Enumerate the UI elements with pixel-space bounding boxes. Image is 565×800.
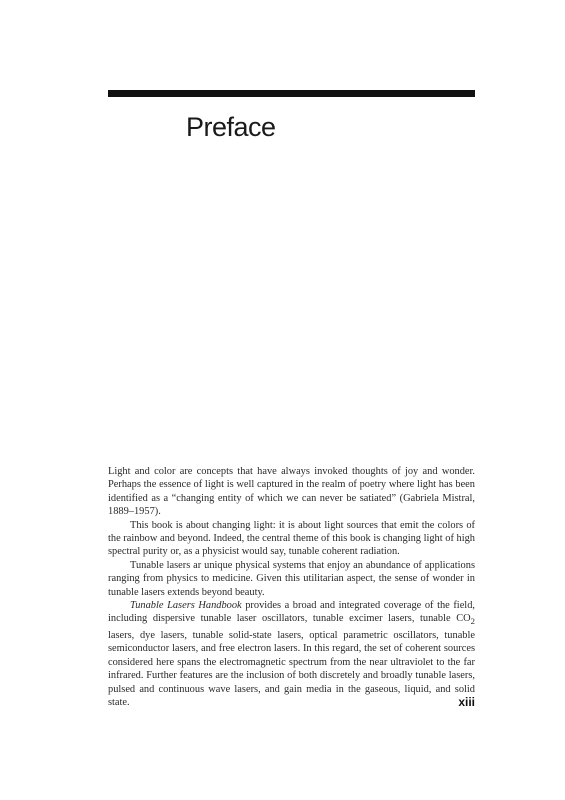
- paragraph-4: [108, 599, 475, 709]
- paragraph-2: This book is about changing light: it is about light sources that emit the colors of the rainbow and beyond. Indeed, the central theme of this book is changing light of high spectral purity or, as a physicist would say, tunable coherent radiation.: [108, 519, 475, 558]
- co2-subscript: 2: [470, 616, 475, 627]
- paragraph-1: Light and color are concepts that have always invoked thoughts of joy and wonder. Perhaps the essence of light is well captured in the realm of poetry where light has been identified as a “changing entity of which we can never be satiated” (Gabriela Mistral, 1889–1957).: [108, 466, 475, 518]
- page-number: xiii: [458, 695, 475, 709]
- paragraph-4-text-post: lasers, dye lasers, tunable solid-state lasers, optical parametric oscillators, tunable semiconductor lasers, and free electron lasers. In this regard, the set of coherent sources considered here spans the electromagnetic spectrum from the near ultraviolet to the far infrared. Further features are the inclusion of both discretely and broadly tunable lasers, pulsed and continuous wave lasers, and gain media in the gaseous, liquid, and solid state.: [108, 629, 475, 708]
- paragraph-4-text-pre: provides a broad and integrated coverage of the field, including dispersive tunable laser oscillators, tunable excimer lasers, tunable CO: [108, 600, 475, 625]
- page-title: Preface: [186, 112, 276, 142]
- preface-body: [108, 465, 475, 709]
- book-title: Tunable Lasers Handbook: [130, 600, 242, 612]
- header-rule: [108, 90, 475, 97]
- paragraph-3: Tunable lasers ar unique physical systems that enjoy an abundance of applications ranging from physics to medicine. Given this utilitarian aspect, the sense of wonder in tunable lasers extends beyond beauty.: [108, 559, 475, 598]
